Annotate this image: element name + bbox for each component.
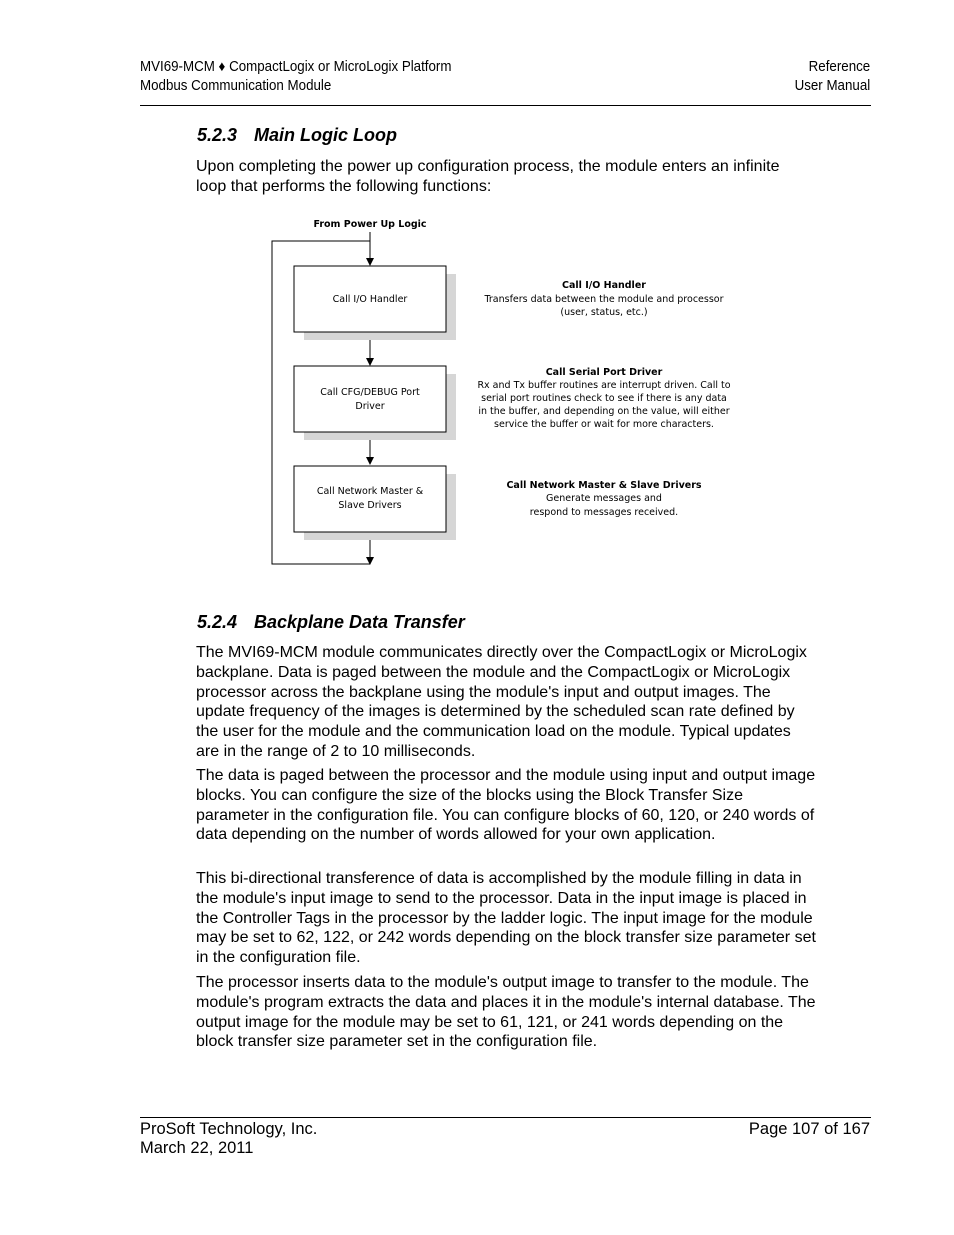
section-number: 5.2.4 <box>197 612 238 632</box>
section-title: Backplane Data Transfer <box>254 612 465 632</box>
page-footer-right <box>749 1120 870 1139</box>
backplane-paragraph-3: This bi-directional transference of data is accomplished by the module filling in data in the module's input image to send to the processor. Data in the input image is placed in the Controller Tags in the processor by the ladder logic. The input image for the module may be set to 62, 122, or 242 words depending on the block transfer size parameter set in the configuration file. <box>196 870 816 967</box>
section-number: 5.2.3 <box>197 125 238 145</box>
box2-label-line1: Call CFG/DEBUG Port <box>320 387 420 398</box>
main-logic-loop-diagram <box>250 210 770 590</box>
desc1-title: Call I/O Handler <box>562 280 646 291</box>
backplane-paragraph-1: The MVI69-MCM module communicates directly over the CompactLogix or MicroLogix backplane. Data is paged between the module and the CompactLogix or MicroLogix processor across the backplane using the module's input and output images. The update frequency of the images is determined by the scheduled scan rate defined by the user for the module and the communication load on the module. Typical updates are in the range of 2 to 10 milliseconds. <box>196 644 807 760</box>
intro-paragraph: Upon completing the power up configuration process, the module enters an infinite loop that performs the following functions: <box>196 158 780 195</box>
footer-date: March 22, 2011 <box>140 1139 254 1157</box>
section-heading-main-logic-loop <box>197 125 397 146</box>
box-call-network-drivers <box>294 466 446 532</box>
box1-label: Call I/O Handler <box>332 294 408 305</box>
desc1-line1: Transfers data between the module and processor <box>484 294 724 305</box>
page-header-right <box>794 58 870 96</box>
desc3-line1: Generate messages and <box>546 493 662 504</box>
backplane-paragraph-4: The processor inserts data to the module's output image to transfer to the module. The module's program extracts the data and places it in the module's internal database. The output image for the module may be set to 61, 121, or 241 words depending on the block transfer size parameter set in the configuration file. <box>196 974 816 1051</box>
footer-company: ProSoft Technology, Inc. <box>140 1120 318 1138</box>
box-call-cfg-debug-port-driver <box>294 366 446 432</box>
desc2-line1: Rx and Tx buffer routines are interrupt driven. Call to <box>477 380 731 391</box>
header-doc-type: Reference <box>808 59 870 75</box>
desc2-title: Call Serial Port Driver <box>545 367 663 378</box>
header-module-name: Modbus Communication Module <box>140 78 332 94</box>
backplane-paragraph-2: The data is paged between the processor and the module using input and output image blocks. You can configure the size of the blocks using the Block Transfer Size parameter in the configuration file. You can configure blocks of 60, 120, or 240 words of data depending on the number of words allowed for your own application. <box>196 767 816 844</box>
desc3-line2: respond to messages received. <box>529 507 679 518</box>
desc1-line2: (user, status, etc.) <box>560 307 648 318</box>
section-heading-backplane-data-transfer <box>197 612 465 633</box>
section-title: Main Logic Loop <box>254 125 397 145</box>
header-divider <box>140 105 871 106</box>
header-product-line: MVI69-MCM ♦ CompactLogix or MicroLogix Platform <box>140 59 452 75</box>
page-footer-left <box>140 1120 317 1158</box>
box2-label-line2: Driver <box>355 401 385 412</box>
box3-label-line2: Slave Drivers <box>338 500 402 511</box>
entry-label: From Power Up Logic <box>313 219 427 230</box>
desc3-title: Call Network Master & Slave Drivers <box>506 480 702 491</box>
desc2-line2: serial port routines check to see if there is any data <box>481 393 727 404</box>
desc2-line3: in the buffer, and depending on the value, will either <box>478 406 730 417</box>
footer-divider <box>140 1117 871 1118</box>
desc2-line4: service the buffer or wait for more characters. <box>494 419 714 430</box>
footer-page-number: Page 107 of 167 <box>748 1120 870 1138</box>
page-header-left <box>140 58 451 96</box>
box3-label-line1: Call Network Master & <box>316 486 424 497</box>
header-manual-type: User Manual <box>794 78 870 94</box>
